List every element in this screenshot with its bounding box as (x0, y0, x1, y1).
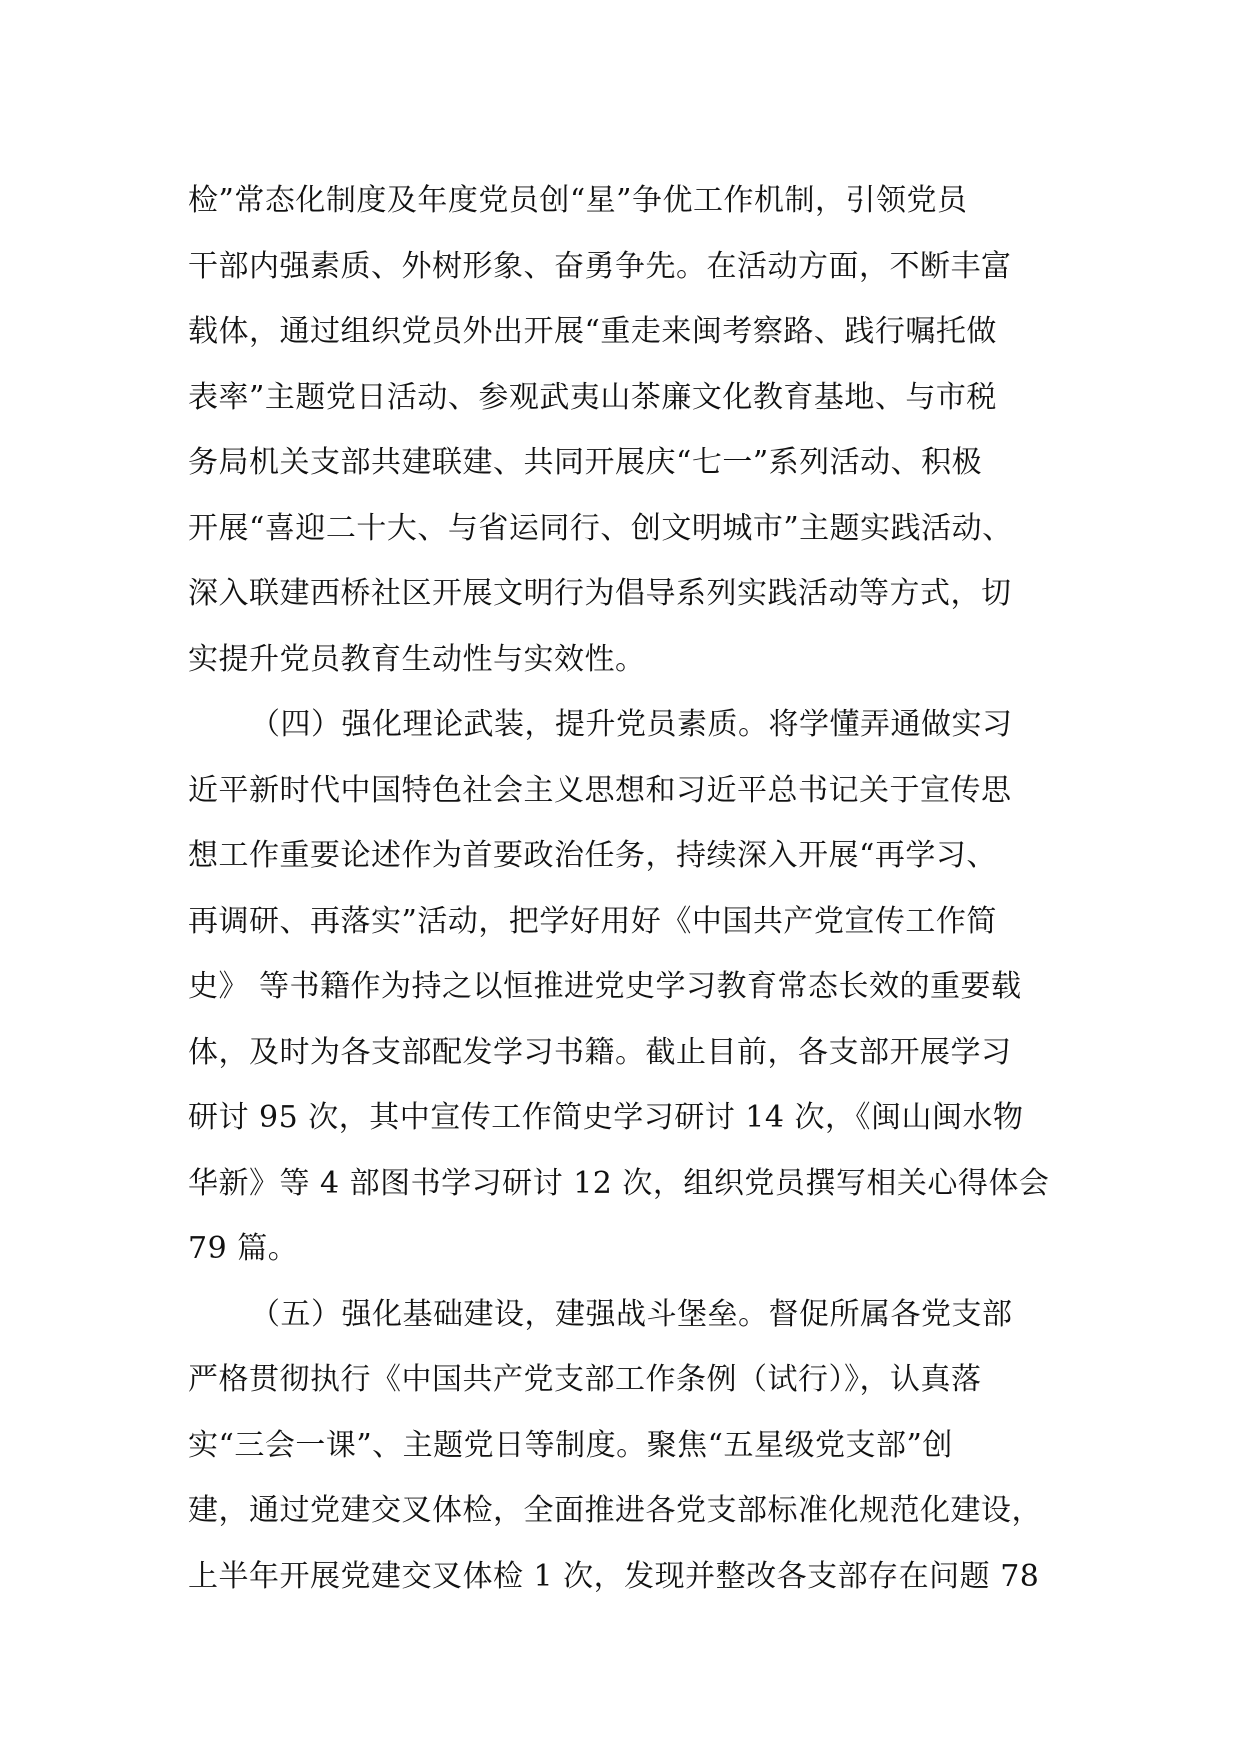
text-line: 研讨 95 次，其中宣传工作简史学习研讨 14 次，《闽山闽水物 (188, 1100, 1024, 1135)
text-line: 上半年开展党建交叉体检 1 次，发现并整改各支部存在问题 78 (188, 1558, 1040, 1594)
section-heading-line: （四）强化理论武装，提升党员素质。将学懂弄通做实习 (250, 707, 1013, 742)
text-line: 检”常态化制度及年度党员创“星”争优工作机制，引领党员 (188, 183, 968, 218)
text-line: 表率”主题党日活动、参观武夷山茶廉文化教育基地、与市税 (188, 379, 997, 415)
text-line: 79 篇。 (188, 1231, 299, 1266)
text-line: 史》 等书籍作为持之以恒推进党史学习教育常态长效的重要载 (188, 969, 1022, 1004)
text-line: 体，及时为各支部配发学习书籍。截止目前，各支部开展学习 (188, 1034, 1012, 1070)
text-line: 严格贯彻执行《中国共产党支部工作条例（试行）》，认真落 (188, 1362, 982, 1397)
text-line: 干部内强素质、外树形象、奋勇争先。在活动方面，不断丰富 (188, 248, 1012, 284)
body-text (188, 168, 1068, 1609)
text-line: 华新》等 4 部图书学习研讨 12 次，组织党员撰写相关心得体会 (188, 1165, 1050, 1201)
text-line: 建，通过党建交叉体检，全面推进各党支部标准化规范化建设， (188, 1493, 1042, 1528)
text-line: 再调研、再落实”活动，把学好用好《中国共产党宣传工作简 (188, 903, 997, 939)
section-heading-line: （五）强化基础建设，建强战斗堡垒。督促所属各党支部 (250, 1296, 1013, 1332)
text-line: 实“三会一课”、主题党日等制度。聚焦“五星级党支部”创 (188, 1427, 953, 1463)
text-line: 务局机关支部共建联建、共同开展庆“七一”系列活动、积极 (188, 445, 983, 480)
text-line: 实提升党员教育生动性与实效性。 (188, 641, 646, 677)
text-line: 开展“喜迎二十大、与省运同行、创文明城市”主题实践活动、 (188, 510, 1013, 546)
text-line: 近平新时代中国特色社会主义思想和习近平总书记关于宣传思 (188, 772, 1012, 808)
text-line: 载体，通过组织党员外出开展“重走来闽考察路、践行嘱托做 (188, 314, 997, 349)
text-line: 想工作重要论述作为首要政治任务，持续深入开展“再学习、 (188, 838, 997, 873)
text-line: 深入联建西桥社区开展文明行为倡导系列实践活动等方式，切 (188, 576, 1012, 611)
